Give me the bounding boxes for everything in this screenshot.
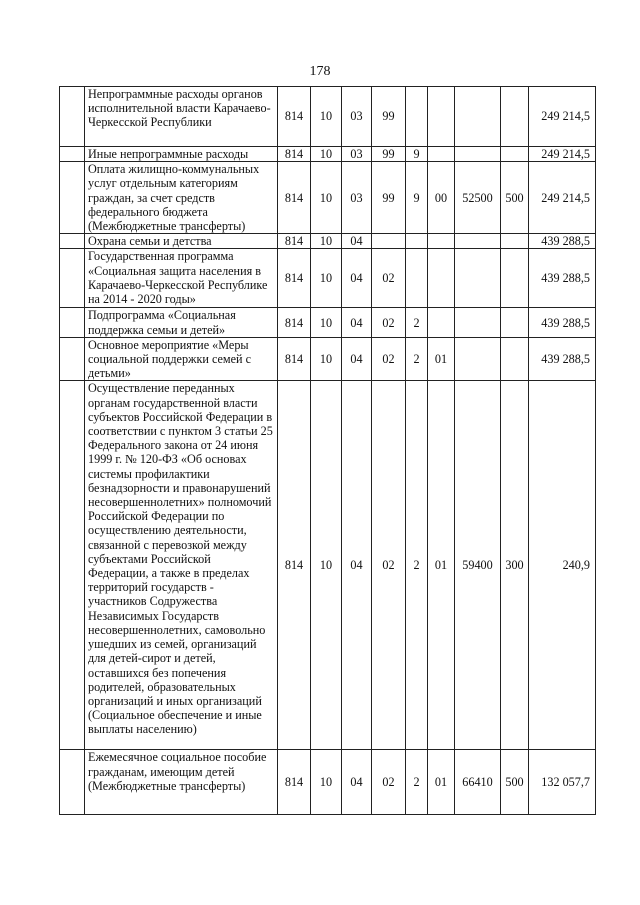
code-expense-type xyxy=(501,147,529,162)
row-amount: 249 214,5 xyxy=(529,147,596,162)
code-program: 02 xyxy=(372,337,406,381)
code-main-event: 00 xyxy=(428,162,455,234)
code-subprogram: 2 xyxy=(406,381,428,750)
row-blank-cell xyxy=(60,249,85,308)
code-section: 10 xyxy=(311,234,342,249)
code-subprogram xyxy=(406,87,428,147)
row-amount: 240,9 xyxy=(529,381,596,750)
code-subsection: 04 xyxy=(342,381,372,750)
code-subsection: 03 xyxy=(342,147,372,162)
code-ved: 814 xyxy=(278,147,311,162)
row-blank-cell xyxy=(60,87,85,147)
code-direction xyxy=(455,249,501,308)
code-ved: 814 xyxy=(278,750,311,815)
code-program: 02 xyxy=(372,249,406,308)
page-number: 178 xyxy=(309,64,331,79)
code-main-event xyxy=(428,308,455,337)
row-name: Подпрограмма «Социальная поддержка семьи и детей» xyxy=(85,308,278,337)
table-row xyxy=(60,337,596,381)
code-direction: 52500 xyxy=(455,162,501,234)
code-section: 10 xyxy=(311,750,342,815)
code-direction xyxy=(455,87,501,147)
code-ved: 814 xyxy=(278,381,311,750)
code-section: 10 xyxy=(311,147,342,162)
budget-table xyxy=(59,86,596,815)
code-expense-type xyxy=(501,249,529,308)
row-blank-cell xyxy=(60,147,85,162)
code-direction xyxy=(455,147,501,162)
code-direction xyxy=(455,337,501,381)
row-name: Осуществление переданных органам государственной власти субъектов Российской Федерации в соответствии с пунктом 3 статьи 25 Федерального закона от 24 июня 1999 г. № 120-ФЗ «Об основах системы профилактики безнадзорности и правонарушений несовершеннолетних» полномочий Российской Федерации по осуществлению деятельности, связанной с перевозкой между субъектами Российской Федерации, а также в пределах территорий государств - участников Содружества Независимых Государств несовершеннолетних, самовольно ушедших из семей, организаций для детей-сирот и детей, оставшихся без попечения родителей, образовательных организаций и иных организаций (Социальное обеспечение и иные выплаты населению) xyxy=(85,381,278,750)
code-section: 10 xyxy=(311,249,342,308)
row-name: Государственная программа «Социальная защита населения в Карачаево-Черкесской Республике на 2014 - 2020 годы» xyxy=(85,249,278,308)
table-row xyxy=(60,249,596,308)
code-program: 02 xyxy=(372,750,406,815)
code-main-event: 01 xyxy=(428,381,455,750)
code-program: 99 xyxy=(372,87,406,147)
code-ved: 814 xyxy=(278,162,311,234)
code-subprogram: 2 xyxy=(406,750,428,815)
code-main-event xyxy=(428,249,455,308)
code-program: 99 xyxy=(372,147,406,162)
row-blank-cell xyxy=(60,337,85,381)
code-section: 10 xyxy=(311,87,342,147)
code-expense-type xyxy=(501,337,529,381)
table-row xyxy=(60,87,596,147)
row-amount: 249 214,5 xyxy=(529,162,596,234)
row-blank-cell xyxy=(60,381,85,750)
row-amount: 439 288,5 xyxy=(529,249,596,308)
code-subsection: 03 xyxy=(342,162,372,234)
code-expense-type: 500 xyxy=(501,750,529,815)
code-section: 10 xyxy=(311,381,342,750)
code-expense-type xyxy=(501,87,529,147)
row-name: Иные непрограммные расходы xyxy=(85,147,278,162)
budget-table-body xyxy=(60,87,596,815)
code-direction: 66410 xyxy=(455,750,501,815)
code-subprogram: 9 xyxy=(406,162,428,234)
code-main-event xyxy=(428,234,455,249)
code-direction xyxy=(455,308,501,337)
table-row xyxy=(60,308,596,337)
code-expense-type: 300 xyxy=(501,381,529,750)
code-subprogram xyxy=(406,249,428,308)
row-blank-cell xyxy=(60,750,85,815)
code-section: 10 xyxy=(311,308,342,337)
table-row xyxy=(60,381,596,750)
code-subsection: 04 xyxy=(342,308,372,337)
row-amount: 439 288,5 xyxy=(529,337,596,381)
code-section: 10 xyxy=(311,162,342,234)
code-ved: 814 xyxy=(278,308,311,337)
row-amount: 132 057,7 xyxy=(529,750,596,815)
code-main-event: 01 xyxy=(428,750,455,815)
code-subprogram: 2 xyxy=(406,308,428,337)
code-direction: 59400 xyxy=(455,381,501,750)
table-row xyxy=(60,234,596,249)
code-main-event xyxy=(428,87,455,147)
code-main-event: 01 xyxy=(428,337,455,381)
code-ved: 814 xyxy=(278,249,311,308)
code-expense-type xyxy=(501,234,529,249)
row-amount: 439 288,5 xyxy=(529,234,596,249)
code-subprogram: 2 xyxy=(406,337,428,381)
code-direction xyxy=(455,234,501,249)
code-subsection: 04 xyxy=(342,249,372,308)
code-subprogram xyxy=(406,234,428,249)
code-program: 99 xyxy=(372,162,406,234)
code-ved: 814 xyxy=(278,337,311,381)
row-blank-cell xyxy=(60,308,85,337)
code-subsection: 03 xyxy=(342,87,372,147)
code-subprogram: 9 xyxy=(406,147,428,162)
code-expense-type xyxy=(501,308,529,337)
code-program: 02 xyxy=(372,381,406,750)
row-name: Оплата жилищно-коммунальных услуг отдельным категориям граждан, за счет средств федерального бюджета (Межбюджетные трансферты) xyxy=(85,162,278,234)
row-name: Ежемесячное социальное пособие гражданам, имеющим детей (Межбюджетные трансферты) xyxy=(85,750,278,815)
code-program: 02 xyxy=(372,308,406,337)
row-amount: 249 214,5 xyxy=(529,87,596,147)
code-subsection: 04 xyxy=(342,337,372,381)
row-name: Охрана семьи и детства xyxy=(85,234,278,249)
row-blank-cell xyxy=(60,234,85,249)
row-blank-cell xyxy=(60,162,85,234)
table-row xyxy=(60,147,596,162)
row-name: Основное мероприятие «Меры социальной поддержки семей с детьми» xyxy=(85,337,278,381)
table-row xyxy=(60,750,596,815)
code-main-event xyxy=(428,147,455,162)
row-name: Непрограммные расходы органов исполнительной власти Карачаево-Черкесской Республики xyxy=(85,87,278,147)
code-program xyxy=(372,234,406,249)
code-section: 10 xyxy=(311,337,342,381)
code-expense-type: 500 xyxy=(501,162,529,234)
code-ved: 814 xyxy=(278,234,311,249)
code-subsection: 04 xyxy=(342,234,372,249)
code-ved: 814 xyxy=(278,87,311,147)
row-amount: 439 288,5 xyxy=(529,308,596,337)
code-subsection: 04 xyxy=(342,750,372,815)
table-row xyxy=(60,162,596,234)
